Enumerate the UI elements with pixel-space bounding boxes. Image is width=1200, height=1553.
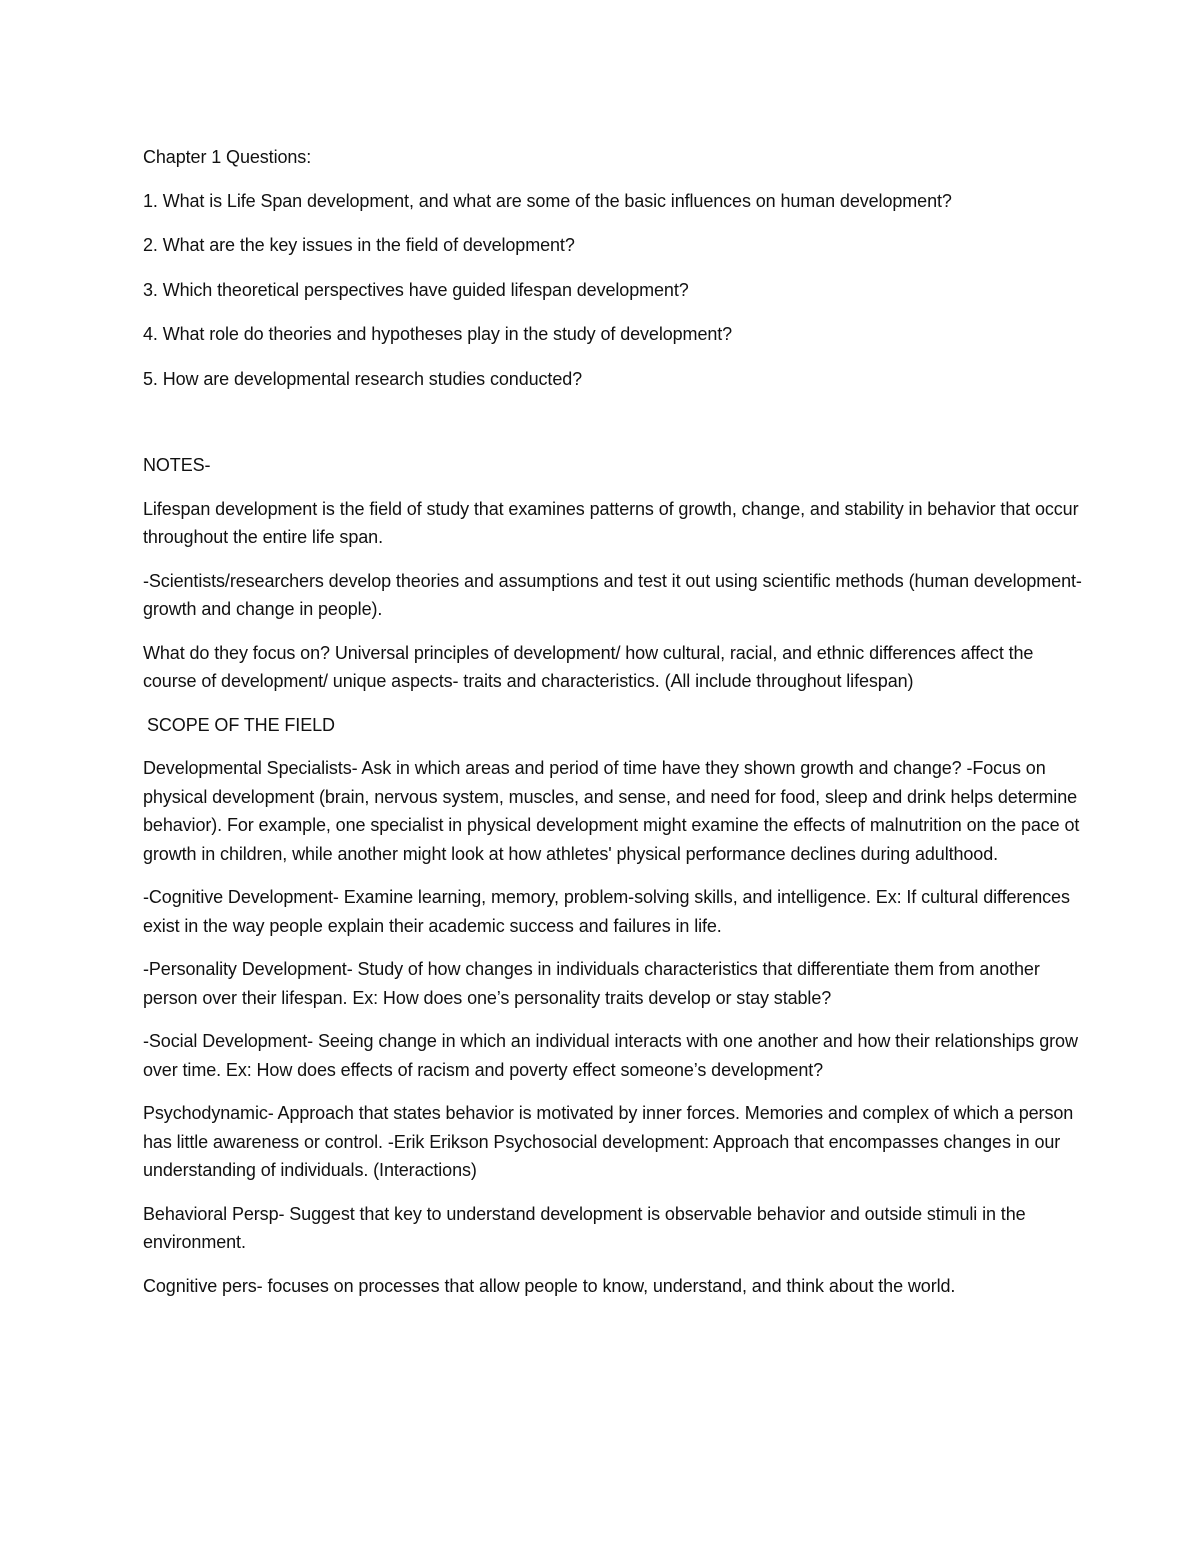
scope-paragraph: Cognitive pers- focuses on processes that allow people to know, understand, and think about the world.: [143, 1275, 956, 1296]
document-body: [143, 143, 1083, 1315]
notes-section: [143, 495, 1083, 696]
notes-paragraph: What do they focus on? Universal principles of development/ how cultural, racial, and ethnic differences affect the course of development/ unique aspects- traits and characteristics. (All include throughout lifespan): [143, 642, 1034, 691]
chapter-title: Chapter 1 Questions:: [143, 147, 312, 167]
scope-heading: SCOPE OF THE FIELD: [147, 714, 335, 735]
scope-paragraph: -Cognitive Development- Examine learning, memory, problem-solving skills, and intelligence. Ex: If cultural differences exist in the way people explain their academic success and failures in life.: [143, 887, 1070, 936]
question-item: 1. What is Life Span development, and what are some of the basic influences on human development?: [143, 190, 952, 211]
question-item: 5. How are developmental research studies conducted?: [143, 368, 583, 389]
questions-list: [143, 187, 1083, 394]
question-item: 4. What role do theories and hypotheses play in the study of development?: [143, 324, 733, 344]
scope-paragraph: Behavioral Persp- Suggest that key to understand development is observable behavior and outside stimuli in the environment.: [143, 1203, 1026, 1252]
scope-paragraph: -Personality Development- Study of how changes in individuals characteristics that differentiate them from another person over their lifespan. Ex: How does one’s personality traits develop or stay stable?: [143, 959, 1040, 1008]
question-item: 3. Which theoretical perspectives have guided lifespan development?: [143, 279, 689, 300]
scope-paragraph: Developmental Specialists- Ask in which areas and period of time have they shown growth and change? -Focus on physical development (brain, nervous system, muscles, and sense, and need for food, sleep and drink helps determine behavior). For example, one specialist in physical development might examine the effects of malnutrition on the pace ot growth in children, while another might look at how athletes' physical performance declines during adulthood.: [143, 758, 1080, 864]
scope-paragraph: -Social Development- Seeing change in which an individual interacts with one another and how their relationships grow over time. Ex: How does effects of racism and poverty effect someone’s development?: [143, 1031, 1078, 1080]
notes-paragraph: -Scientists/researchers develop theories and assumptions and test it out using scientific methods (human development- growth and change in people).: [143, 570, 1082, 619]
question-item: 2. What are the key issues in the field of development?: [143, 235, 575, 255]
scope-section: [143, 754, 1083, 1300]
scope-paragraph: Psychodynamic- Approach that states behavior is motivated by inner forces. Memories and complex of which a person has little awareness or control. -Erik Erikson Psychosocial development: Approach that encompasses changes in our understanding of individuals. (Interactions): [143, 1103, 1074, 1180]
notes-heading: NOTES-: [143, 455, 211, 475]
notes-paragraph: Lifespan development is the field of study that examines patterns of growth, change, and stability in behavior that occur throughout the entire life span.: [143, 498, 1079, 547]
section-gap: [143, 409, 1083, 451]
